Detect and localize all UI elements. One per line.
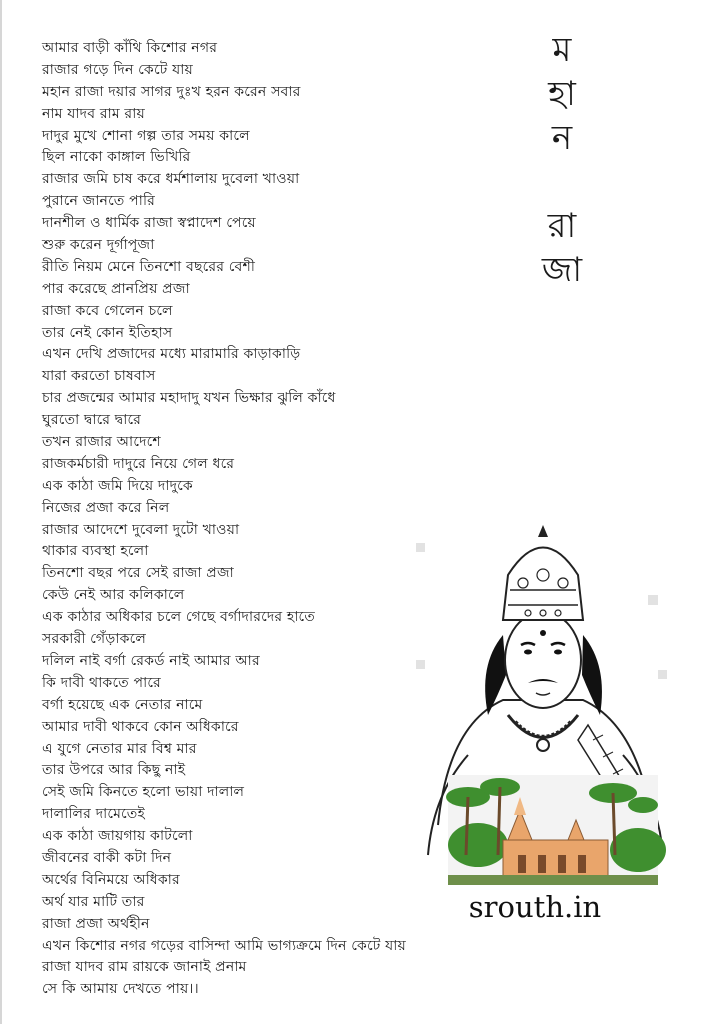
poem-line: রাজা যাদব রাম রায়কে জানাই প্রনাম [42,959,247,976]
king-illustration [408,525,678,885]
poem-line: আমার বাড়ী কাঁথি কিশোর নগর [42,40,218,56]
poem-line: অর্থের বিনিময়ে অধিকার [42,871,180,888]
poem-line: ছিল নাকো কাঙ্গাল ভিখিরি [42,149,191,166]
poem-line: তখন রাজার আদেশে [42,434,161,451]
poem-line: দাদুর মুখে শোনা গল্প তার সময় কালে [42,127,250,144]
poem-line: পুরানে জানতে পারি [42,193,155,210]
poem-line: এ যুগে নেতার মার বিশ্ব মার [42,740,197,757]
poem-line: শুরু করেন দূর্গাপূজা [42,237,155,254]
poem-line: অর্থ যার মাটি তার [42,893,145,910]
poem-line: কেউ নেই আর কলিকালে [42,587,185,604]
poem-line: রাজার গড়ে দিন কেটে যায় [42,61,193,78]
poem-line: চার প্রজন্মের আমার মহাদাদু যখন ভিক্ষার ঝুলি কাঁধে [42,390,336,407]
poem-line: কি দাবী থাকতে পারে [42,674,161,691]
poem-line: এখন কিশোর নগর গড়ের বাসিন্দা আমি ভাগ্যক্রমে দিন কেটে যায় [42,937,406,954]
poem-line: জীবনের বাকী কটা দিন [42,849,172,866]
title-letter: হা [548,74,576,114]
poem-line: পার করেছে প্রানপ্রিয় প্রজা [42,280,190,297]
poem-line: রাজার জমি চাষ করে ধর্মশালায় দুবেলা খাওয়া [42,171,300,188]
poem-line: আমার দাবী থাকবে কোন অধিকারে [42,718,239,735]
title-letter: ম [552,30,572,70]
watermark-square [648,595,658,605]
poem-line: সেই জমি কিনতে হলো ভায়া দালাল [42,784,245,801]
poem-line: তার উপরে আর কিছু নাই [42,762,186,779]
poem-line: সরকারী গেঁড়াকলে [42,631,146,648]
title-letter: রা [547,206,577,246]
poem-line: দলিল নাই বর্গা রেকর্ড নাই আমার আর [42,652,260,669]
poem-line: এক কাঠা জায়গায় কাটলো [42,828,193,845]
poem-line: রাজকর্মচারী দাদুরে নিয়ে গেল ধরে [42,455,235,472]
title-letter: ন [551,118,573,158]
poem-line: রাজার আদেশে দুবেলা দুটো খাওয়া [42,521,240,538]
poem-line: তিনশো বছর পরে সেই রাজা প্রজা [42,565,234,582]
title-spacer [522,160,602,204]
poem-line: মহান রাজা দয়ার সাগর দুঃখ হরন করেন সবার [42,83,301,100]
poem-line: নাম যাদব রাম রায় [42,105,145,122]
poem-line: রীতি নিয়ম মেনে তিনশো বছরের বেশী [42,258,256,275]
watermark-square [416,660,425,669]
title-letter: জা [541,250,583,290]
poem-line: দানশীল ও ধার্মিক রাজা স্বপ্নাদেশ পেয়ে [42,215,256,232]
poem-line: ঘুরতো দ্বারে দ্বারে [42,412,142,429]
watermark-square [658,670,667,679]
poem-line: থাকার ব্যবস্থা হলো [42,543,149,560]
poem-line: বর্গা হয়েছে এক নেতার নামে [42,696,203,713]
poem-line: এখন দেখি প্রজাদের মধ্যে মারামারি কাড়াকাড়ি [42,346,301,363]
poem-line: এক কাঠার অধিকার চলে গেছে বর্গাদারদের হাতে [42,609,315,626]
website-link[interactable]: srouth.in [468,890,602,924]
poem-line: নিজের প্রজা করে নিল [42,499,170,516]
poem-line: রাজা প্রজা অর্থহীন [42,915,150,932]
poem-line: তার নেই কোন ইতিহাস [42,324,173,341]
poem-line: এক কাঠা জমি দিয়ে দাদুকে [42,477,193,494]
watermark-square [416,543,425,552]
page-left-border [0,0,2,1024]
poem-line: রাজা কবে গেলেন চলে [42,302,173,319]
poem-line: দালালির দামেতেই [42,806,145,823]
poem-title-vertical [522,28,602,292]
poem-line: সে কি আমায় দেখতে পায়।। [42,981,199,998]
poem-line: যারা করতো চাষবাস [42,368,156,385]
